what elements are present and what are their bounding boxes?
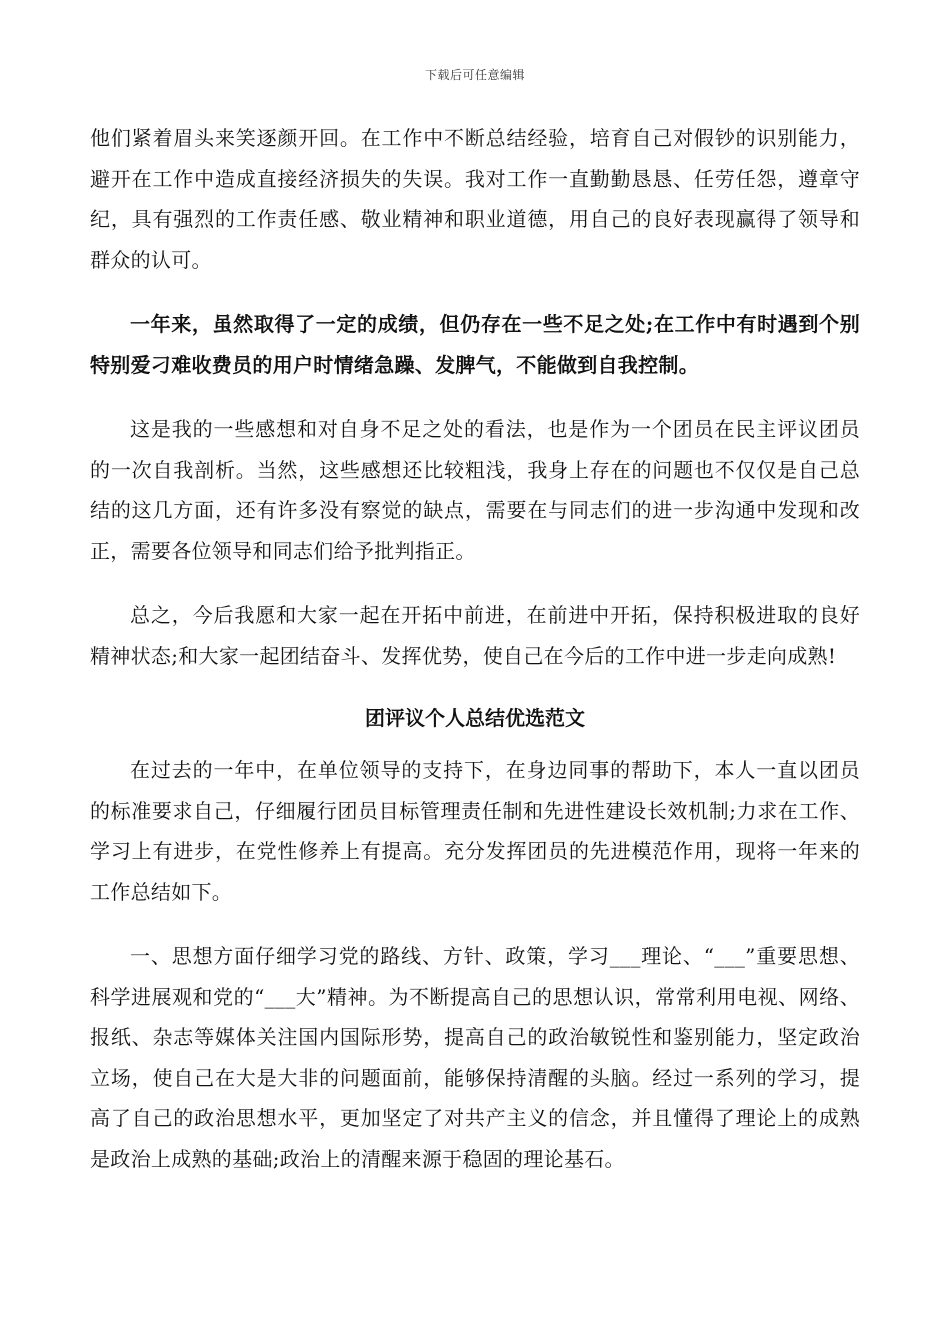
- paragraph-self-analysis: 这是我的一些感想和对自身不足之处的看法，也是作为一个团员在民主评议团员的一次自我剖析。当然，这些感想还比较粗浅，我身上存在的问题也不仅仅是自己总结的这几方面，还有许多没有察觉的缺点，需要在与同志们的进一步沟通中发现和改正，需要各位领导和同志们给予批判指正。: [90, 417, 860, 563]
- paragraph-shortcomings: 一年来，虽然取得了一定的成绩，但仍存在一些不足之处;在工作中有时遇到个别特别爱刁难收费员的用户时情绪急躁、发脾气，不能做到自我控制。: [90, 312, 860, 377]
- section-heading: 团评议个人总结优选范文: [365, 706, 585, 730]
- paragraph-ideology: 一、思想方面仔细学习党的路线、方针、政策，学习___理论、“___”重要思想、科学进展观和党的“___大”精神。为不断提高自己的思想认识，常常利用电视、网络、报纸、杂志等媒体关注国内国际形势，提高自己的政治敏锐性和鉴别能力，坚定政治立场，使自己在大是大非的问题面前，能够保持清醒的头脑。经过一系列的学习，提高了自己的政治思想水平，更加坚定了对共产主义的信念，并且懂得了理论上的成熟是政治上成熟的基础;政治上的清醒来源于稳固的理论基石。: [90, 944, 860, 1171]
- document-body: [90, 118, 860, 1179]
- page-header-note: 下载后可任意编辑: [424, 68, 525, 82]
- paragraph-continuation: 他们紧着眉头来笑逐颜开回。在工作中不断总结经验，培育自己对假钞的识别能力，避开在工作中造成直接经济损失的失误。我对工作一直勤勤恳恳、任劳任怨，遵章守纪，具有强烈的工作责任感、敬业精神和职业道德，用自己的良好表现赢得了领导和群众的认可。: [90, 126, 860, 272]
- paragraph-conclusion: 总之，今后我愿和大家一起在开拓中前进，在前进中开拓，保持积极进取的良好精神状态;和大家一起团结奋斗、发挥优势，使自己在今后的工作中进一步走向成熟!: [90, 603, 860, 668]
- paragraph-intro: 在过去的一年中，在单位领导的支持下，在身边同事的帮助下，本人一直以团员的标准要求自己，仔细履行团员目标管理责任制和先进性建设长效机制;力求在工作、学习上有进步，在党性修养上有提高。充分发挥团员的先进模范作用，现将一年来的工作总结如下。: [90, 758, 860, 904]
